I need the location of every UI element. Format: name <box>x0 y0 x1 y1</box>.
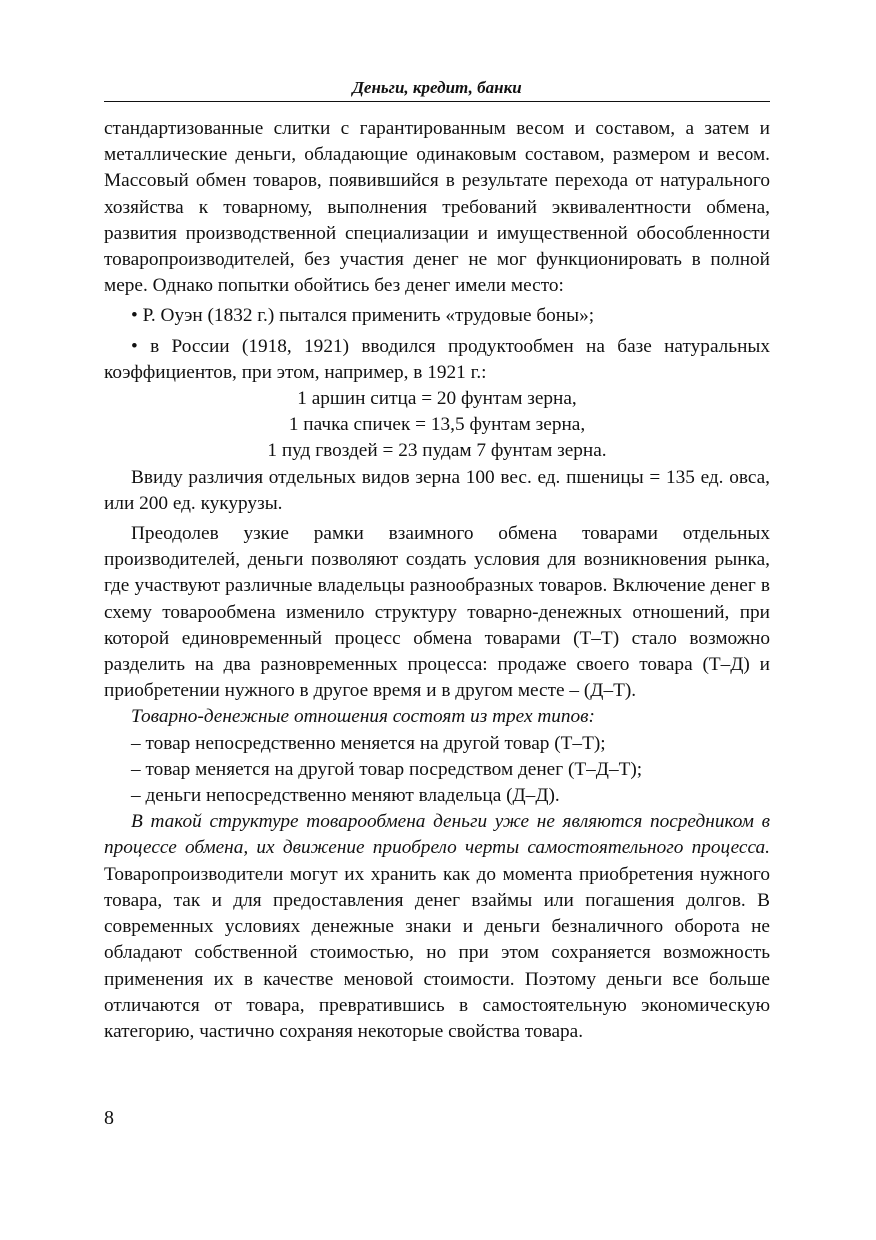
paragraph-grain: Ввиду различия отдельных видов зерна 100 вес. ед. пшеницы = 135 ед. овса, или 200 ед. кукурузы. <box>104 466 770 514</box>
paragraph-structure <box>104 809 770 1045</box>
equation-matches: 1 пачка спичек = 13,5 фунтам зерна, <box>288 414 586 436</box>
paragraph-structure-italic: В такой структуре товарообмена деньги уже не являются посредником в процессе обмена, их движение приобрело черты самостоятельного процесса. <box>104 811 770 859</box>
paragraph-market: Преодолев узкие рамки взаимного обмена товарами отдельных производителей, деньги позволяют создать условия для возникновения рынка, где участвуют различные владельцы разнообразных товаров. Включение денег в схему товарообмена изменило структуру товарно-денежных отношений, при которой единовременный процесс обмена товарами (Т–Т) стало возможно разделить на два разновременных процесса: продаже своего товара (Т–Д) и приобретении нужного в другое время и в другом месте – (Д–Т). <box>104 523 770 702</box>
types-heading: Товарно-денежные отношения состоят из трех типов: <box>131 706 595 728</box>
running-header: Деньги, кредит, банки <box>104 78 770 102</box>
type-item-2: – товар меняется на другой товар посредством денег (Т–Д–Т); <box>131 758 643 780</box>
type-item-1: – товар непосредственно меняется на другой товар (Т–Т); <box>131 732 606 754</box>
paragraph-structure-rest: Товаропроизводители могут их хранить как до момента приобретения нужного товара, так и для предоставления денег взаймы или погашения долгов. В современных условиях денежные знаки и деньги безналичного оборота не обладают собственной стоимостью, но при этом сохраняется возможность применения их в качестве меновой стоимости. Поэтому деньги все больше отличаются от товара, превратившись в самостоятельную экономическую категорию, частично сохраняя некоторые свойства товара. <box>104 863 770 1042</box>
paragraph-intro: стандартизованные слитки с гарантированным весом и составом, а затем и металлические деньги, обладающие одинаковым составом, размером и весом. Массовый обмен товаров, появившийся в результате перехода от натурального хозяйства к товарному, выполнения требований эквивалентности обмена, развития производственной специализации и имущественной обособленности товаропроизводителей, без участия денег не мог функционировать в полной мере. Однако попытки обойтись без денег имели место: <box>104 118 770 297</box>
page-number: 8 <box>104 1107 114 1129</box>
bullet-owen: • Р. Оуэн (1832 г.) пытался применить «трудовые боны»; <box>131 305 595 327</box>
equation-chintz: 1 аршин ситца = 20 фунтам зерна, <box>297 388 577 410</box>
bullet-russia: • в России (1918, 1921) вводился продуктообмен на базе натуральных коэффициентов, при этом, например, в 1921 г.: <box>104 335 770 383</box>
type-item-3: – деньги непосредственно меняют владельца (Д–Д). <box>131 785 560 807</box>
equation-nails: 1 пуд гвоздей = 23 пудам 7 фунтам зерна. <box>267 440 607 462</box>
body-text <box>104 116 770 1045</box>
